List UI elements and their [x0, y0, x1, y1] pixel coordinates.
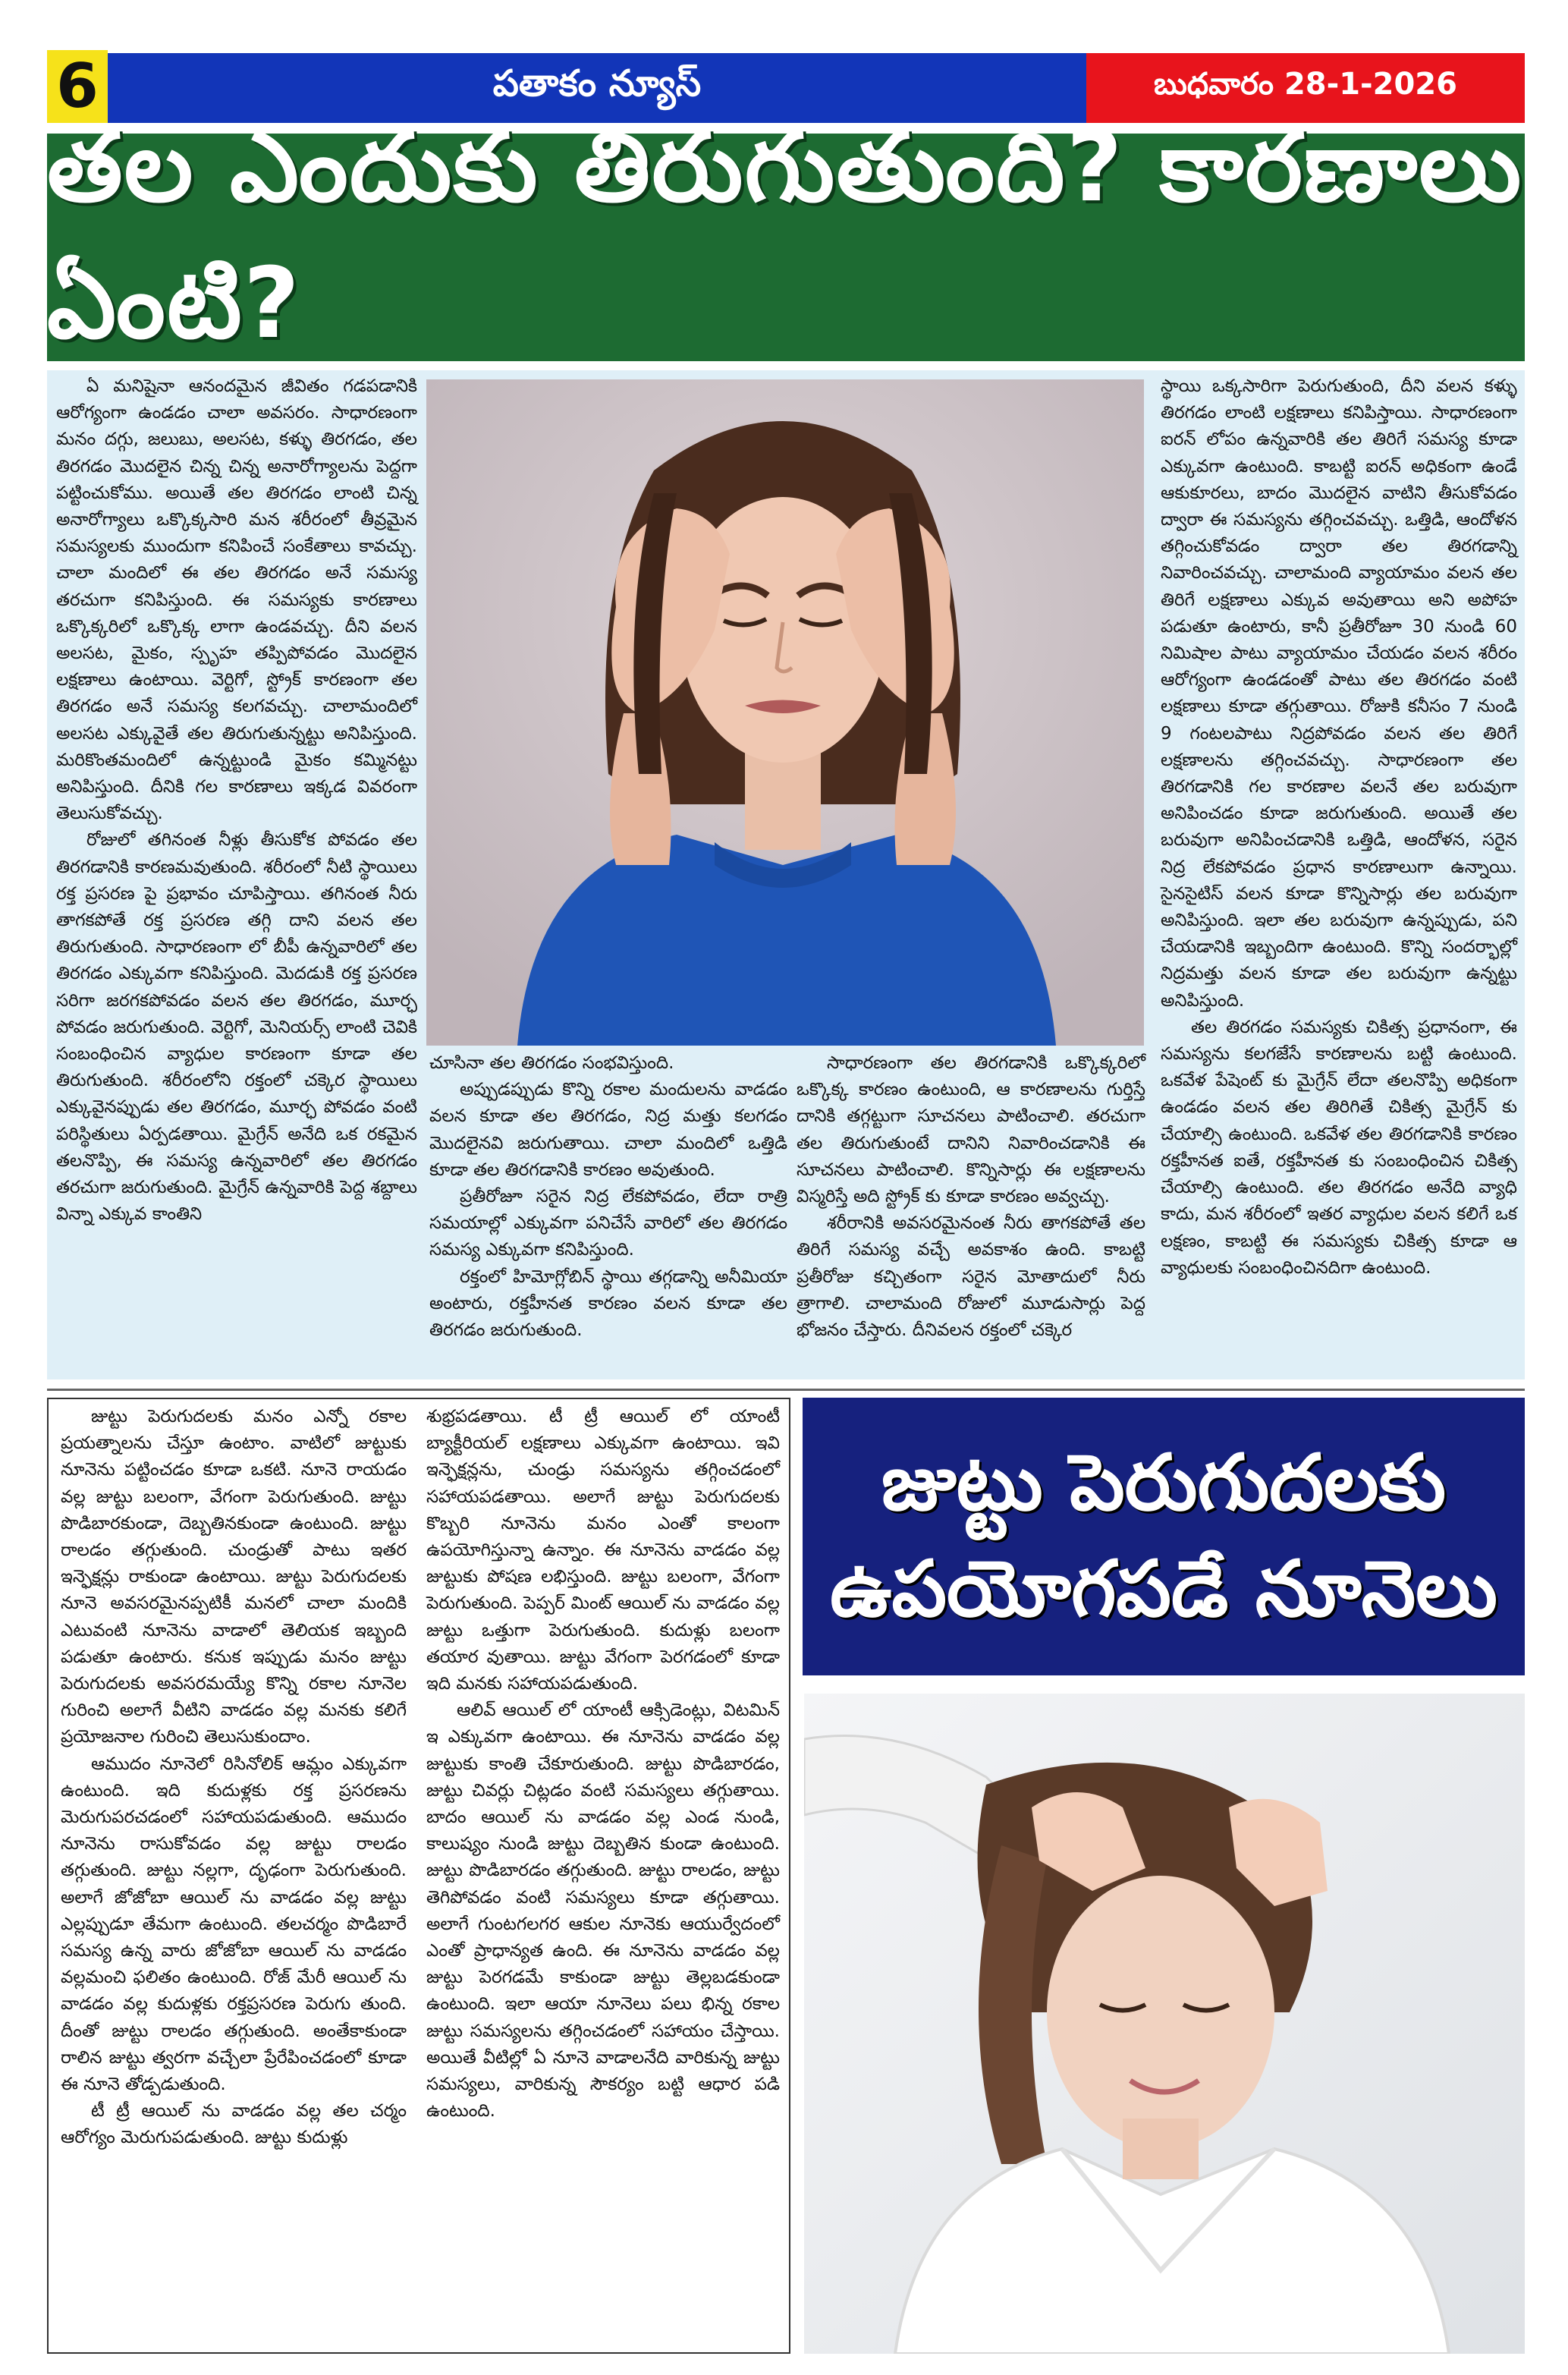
woman-headache-photo	[426, 379, 1144, 1046]
paper-name: పతాకం న్యూస్	[492, 62, 702, 105]
article1-column-4	[1161, 373, 1517, 1282]
paragraph: సాధారణంగా తల తిరగడానికి ఒక్కొక్కరిలో ఒక్కొక్క కారణం ఉంటుంది, ఆ కారణాలను గుర్తిస్తే దానికి తగ్గట్టుగా సూచనలు పాటించాలి. తరచుగా తల తిరుగుతుంటే దానిని నివారించడానికి ఈ సూచనలు పాటించాలి. కొన్నిసార్లు ఈ లక్షణాలను విస్మరిస్తే అది స్ట్రోక్ కు కూడా కారణం అవ్వచ్చు.	[797, 1053, 1145, 1207]
article2-headline-line2: ఉపయోగపడే నూనెలు	[830, 1544, 1497, 1634]
article2-headline-line1: జుట్టు పెరుగుదలకు	[881, 1438, 1447, 1528]
paragraph: రక్తంలో హిమోగ్లోబిన్ స్థాయి తగ్గడాన్ని అనీమియా అంటారు, రక్తహీనత కారణం వలన కూడా తల తిరగడం జరుగుతుంది.	[429, 1266, 787, 1341]
page-number: 6	[47, 50, 108, 123]
article2-column-1	[61, 1404, 407, 2152]
paragraph: రోజులో తగినంత నీళ్లు తీసుకోక పోవడం తల తిరగడానికి కారణమవుతుంది. శరీరంలో నీటి స్థాయిలు రక్త ప్రసరణ పై ప్రభావం చూపిస్తాయి. తగినంత నీరు తాగకపోతే రక్త ప్రసరణ తగ్గి దాని వలన తల తిరుగుతుంది. సాధారణంగా లో బీపీ ఉన్నవారిలో తల తిరగడం ఎక్కువగా కనిపిస్తుంది. మెదడుకి రక్త ప్రసరణ సరిగా జరగకపోవడం వలన తల తిరగడం, మూర్ఛ పోవడం జరుగుతుంది. వెర్టిగో, మెనియర్స్ లాంటి చెవికి సంబంధించిన వ్యాధుల కారణంగా కూడా తల తిరుగుతుంది. శరీరంలోని రక్తంలో చక్కెర స్థాయిలు ఎక్కువైనప్పుడు తల తిరగడం, మూర్ఛ పోవడం వంటి పరిస్థితులు ఏర్పడతాయి. మైగ్రేన్ అనేది ఒక రకమైన తలనొప్పి, ఈ సమస్య ఉన్నవారిలో తల తిరగడం తరచుగా జరుగుతుంది. మైగ్రేన్ ఉన్నవారికి పెద్ద శబ్దాలు విన్నా ఎక్కువ కాంతిని	[56, 830, 417, 1225]
issue-date: బుధవారం 28-1-2026	[1154, 67, 1457, 102]
paragraph: ప్రతీరోజూ సరైన నిద్ర లేకపోవడం, లేదా రాత్రి సమయాల్లో ఎక్కువగా పనిచేసే వారిలో తల తిరగడం సమస్య ఎక్కువగా కనిపిస్తుంది.	[429, 1187, 787, 1260]
article1-column-1	[56, 373, 417, 1228]
article2-column-2	[426, 1404, 780, 2125]
paragraph: తల తిరగడం సమస్యకు చికిత్స ప్రధానంగా, ఈ సమస్యను కలగజేసే కారణాలను బట్టి ఉంటుంది. ఒకవేళ పేషెంట్ కు మైగ్రేన్ లేదా తలనొప్పి అధికంగా ఉండడం వలన తల తిరిగితే చికిత్స మైగ్రేన్ కు చేయాల్సి ఉంటుంది. ఒకవేళ తల తిరగడానికి కారణం రక్తహీనత ఐతే, రక్తహీనత కు సంబంధించిన చికిత్స చేయాల్సి ఉంటుంది. తల తిరగడం అనేది వ్యాధి కాదు, మన శరీరంలో ఇతర వ్యాధుల వలన కలిగే ఒక లక్షణం, కాబట్టి ఈ సమస్యకు చికిత్స కూడా ఆ వ్యాధులకు సంబంధించినదిగా ఉంటుంది.	[1161, 1017, 1517, 1278]
paragraph: ఏ మనిషైనా ఆనందమైన జీవితం గడపడానికి ఆరోగ్యంగా ఉండడం చాలా అవసరం. సాధారణంగా మనం దగ్గు, జలుబు, అలసట, కళ్ళు తిరగడం, తల తిరగడం మొదలైన చిన్న చిన్న అనారోగ్యాలను పెద్దగా పట్టించుకోము. అయితే తల తిరగడం లాంటి చిన్న అనారోగ్యాలు ఒక్కొక్కసారి మన శరీరంలో తీవ్రమైన సమస్యలకు ముందుగా కనిపించే సంకేతాలు కావచ్చు. చాలా మందిలో ఈ తల తిరగడం అనే సమస్య తరచుగా కనిపిస్తుంది. ఈ సమస్యకు కారణాలు ఒక్కొక్కరిలో ఒక్కొక్క లాగా ఉండవచ్చు. దీని వలన అలసట, మైకం, స్పృహ తప్పిపోవడం మొదలైన లక్షణాలు ఉంటాయి. వెర్టిగో, స్ట్రోక్ కారణంగా తల తిరగడం అనే సమస్య కలగవచ్చు. చాలామందిలో అలసట ఎక్కువైతే తల తిరుగుతున్నట్టు అనిపిస్తుంది. మరికొంతమందిలో ఉన్నట్టుండి మైకం కమ్మినట్టు అనిపిస్తుంది. దీనికి గల కారణాలు ఇక్కడ వివరంగా తెలుసుకోవచ్చు.	[56, 376, 417, 824]
hair-oil-massage-photo	[804, 1694, 1525, 2354]
article2-headline-box	[803, 1398, 1525, 1675]
paragraph: చూసినా తల తిరగడం సంభవిస్తుంది.	[429, 1053, 674, 1073]
paragraph: స్థాయి ఒక్కసారిగా పెరుగుతుంది, దీని వలన కళ్ళు తిరగడం లాంటి లక్షణాలు కనిపిస్తాయి. సాధారణంగా ఐరన్ లోపం ఉన్నవారికి తల తిరిగే సమస్య కూడా ఎక్కువగా ఉంటుంది. కాబట్టి ఐరన్ అధికంగా ఉండే ఆకుకూరలు, బాదం మొదలైన వాటిని తీసుకోవడం ద్వారా ఈ సమస్యను తగ్గించవచ్చు. ఒత్తిడి, ఆందోళన తగ్గించుకోవడం ద్వారా తల తిరగడాన్ని నివారించవచ్చు. చాలామంది వ్యాయామం వలన తల తిరిగే లక్షణాలు ఎక్కువ అవుతాయి అని అపోహ పడుతూ ఉంటారు, కానీ ప్రతీరోజూ 30 నుండి 60 నిమిషాల పాటు వ్యాయామం చేయడం వలన శరీరం ఆరోగ్యంగా ఉండడంతో పాటు తల తిరగడం వంటి లక్షణాలు కూడా తగ్గుతాయి. రోజుకి కనీసం 7 నుండి 9 గంటలపాటు నిద్రపోవడం వలన తల తిరిగే లక్షణాలను తగ్గించవచ్చు. సాధారణంగా తల తిరగడానికి గల కారణాల వలనే తల బరువుగా అనిపించడం కూడా జరుగుతుంది. అయితే తల బరువుగా అనిపించడానికి ఒత్తిడి, ఆందోళన, సరైన నిద్ర లేకపోవడం ప్రధాన కారణాలుగా ఉన్నాయి. సైనసైటిస్ వలన కూడా కొన్నిసార్లు తల బరువుగా అనిపిస్తుంది. ఇలా తల బరువుగా ఉన్నప్పుడు, పని చేయడానికి ఇబ్బందిగా ఉంటుంది. కొన్ని సందర్భాల్లో నిద్రమత్తు వలన కూడా తల బరువుగా ఉన్నట్టు అనిపిస్తుంది.	[1161, 376, 1517, 1011]
article1-column-3	[797, 1050, 1145, 1344]
section-divider	[47, 1389, 1525, 1391]
article1-headline: తల ఎందుకు తిరుగుతుంది? కారణాలు ఏంటి?	[47, 111, 1523, 360]
hair-massage-illustration	[804, 1694, 1525, 2354]
article1-column-2	[429, 1050, 787, 1344]
paragraph: శరీరానికి అవసరమైనంత నీరు తాగకపోతే తల తిరిగే సమస్య వచ్చే అవకాశం ఉంది. కాబట్టి ప్రతీరోజు కచ్చితంగా సరైన మోతాదులో నీరు త్రాగాలి. చాలామంది రోజులో మూడుసార్లు పెద్ద భోజనం చేస్తారు. దీనివలన రక్తంలో చక్కెర	[797, 1213, 1145, 1341]
paragraph: జుట్టు పెరుగుదలకు మనం ఎన్నో రకాల ప్రయత్నాలను చేస్తూ ఉంటాం. వాటిలో జుట్టుకు నూనెను పట్టించడం కూడా ఒకటి. నూనె రాయడం వల్ల జుట్టు బలంగా, వేగంగా పెరుగుతుంది. జుట్టు పొడిబారకుండా, దెబ్బతినకుండా ఉంటుంది. జుట్టు రాలడం తగ్గుతుంది. చుండ్రుతో పాటు ఇతర ఇన్ఫెక్షన్లు రాకుండా ఉంటాయి. జుట్టు పెరుగుదలకు నూనె అవసరమైనప్పటికీ మనలో చాలా మందికి ఎటువంటి నూనెను వాడాలో తెలియక ఇబ్బంది పడుతూ ఉంటారు. కనుక ఇప్పుడు మనం జుట్టు పెరుగుదలకు అవసరమయ్యే కొన్ని రకాల నూనెల గురించి అలాగే వీటిని వాడడం వల్ల మనకు కలిగే ప్రయోజనాల గురించి తెలుసుకుందాం.	[61, 1407, 407, 1747]
article1-headline-box	[47, 111, 1525, 361]
paragraph: టీ ట్రీ ఆయిల్ ను వాడడం వల్ల తల చర్మం ఆరోగ్యం మెరుగుపడుతుంది. జుట్టు కుదుళ్లు	[61, 2101, 407, 2148]
paragraph: అప్పుడప్పుడు కొన్ని రకాల మందులను వాడడం వలన కూడా తల తిరగడం, నిద్ర మత్తు కలగడం మొదలైనవి జరుగుతాయి. చాలా మందిలో ఒత్తిడి కూడా తల తిరగడానికి కారణం అవుతుంది.	[429, 1080, 787, 1180]
paragraph: శుభ్రపడతాయి. టీ ట్రీ ఆయిల్ లో యాంటీ బ్యాక్టీరియల్ లక్షణాలు ఎక్కువగా ఉంటాయి. ఇవి ఇన్ఫెక్షన్లను, చుండ్రు సమస్యను తగ్గించడంలో సహాయపడతాయి. అలాగే జుట్టు పెరుగుదలకు కొబ్బరి నూనెను మనం ఎంతో కాలంగా ఉపయోగిస్తున్నా ఉన్నాం. ఈ నూనెను వాడడం వల్ల జుట్టుకు పోషణ లభిస్తుంది. జుట్టు బలంగా, వేగంగా పెరుగుతుంది. పెప్పర్ మింట్ ఆయిల్ ను వాడడం వల్ల జుట్టు ఒత్తుగా పెరుగుతుంది. కుదుళ్లు బలంగా తయార వుతాయి. జుట్టు వేగంగా పెరగడంలో కూడా ఇది మనకు సహాయపడుతుంది.	[426, 1407, 780, 1694]
paragraph: ఆముదం నూనెలో రిసినోలిక్ ఆమ్లం ఎక్కువగా ఉంటుంది. ఇది కుదుళ్లకు రక్త ప్రసరణను మెరుగుపరచడంలో సహాయపడుతుంది. ఆముదం నూనెను రాసుకోవడం వల్ల జుట్టు రాలడం తగ్గుతుంది. జుట్టు నల్లగా, దృఢంగా పెరుగుతుంది. అలాగే జోజోబా ఆయిల్ ను వాడడం వల్ల జుట్టు ఎల్లప్పుడూ తేమగా ఉంటుంది. తలచర్మం పొడిబారే సమస్య ఉన్న వారు జోజోబా ఆయిల్ ను వాడడం వల్లమంచి ఫలితం ఉంటుంది. రోజ్ మేరీ ఆయిల్ ను వాడడం వల్ల కుదుళ్లకు రక్తప్రసరణ పెరుగు తుంది. దీంతో జుట్టు రాలడం తగ్గుతుంది. అంతేకాకుండా రాలిన జుట్టు త్వరగా వచ్చేలా ప్రేరేపించడంలో కూడా ఈ నూనె తోడ్పడుతుంది.	[61, 1754, 407, 2095]
paragraph: ఆలివ్ ఆయిల్ లో యాంటీ ఆక్సిడెంట్లు, విటమిన్ ఇ ఎక్కువగా ఉంటాయి. ఈ నూనెను వాడడం వల్ల జుట్టుకు కాంతి చేకూరుతుంది. జుట్టు పొడిబారడం, జుట్టు చివర్లు చిట్లడం వంటి సమస్యలు తగ్గుతాయి. బాదం ఆయిల్ ను వాడడం వల్ల ఎండ నుండి, కాలుష్యం నుండి జుట్టు దెబ్బతిన కుండా ఉంటుంది. జుట్టు పొడిబారడం తగ్గుతుంది. జుట్టు రాలడం, జుట్టు తెగిపోవడం వంటి సమస్యలు కూడా తగ్గుతాయి. అలాగే గుంటగలగర ఆకుల నూనెకు ఆయుర్వేదంలో ఎంతో ప్రాధాన్యత ఉంది. ఈ నూనెను వాడడం వల్ల జుట్టు పెరగడమే కాకుండా జుట్టు తెల్లబడకుండా ఉంటుంది. ఇలా ఆయా నూనెలు పలు భిన్న రకాల జుట్టు సమస్యలను తగ్గించడంలో సహాయం చేస్తాయి. అయితే వీటిల్లో ఏ నూనె వాడాలనేది వారికున్న జుట్టు సమస్యలు, వారికున్న సౌకర్యం బట్టి ఆధార పడి ఉంటుంది.	[426, 1700, 780, 2122]
woman-headache-illustration	[426, 379, 1144, 1046]
